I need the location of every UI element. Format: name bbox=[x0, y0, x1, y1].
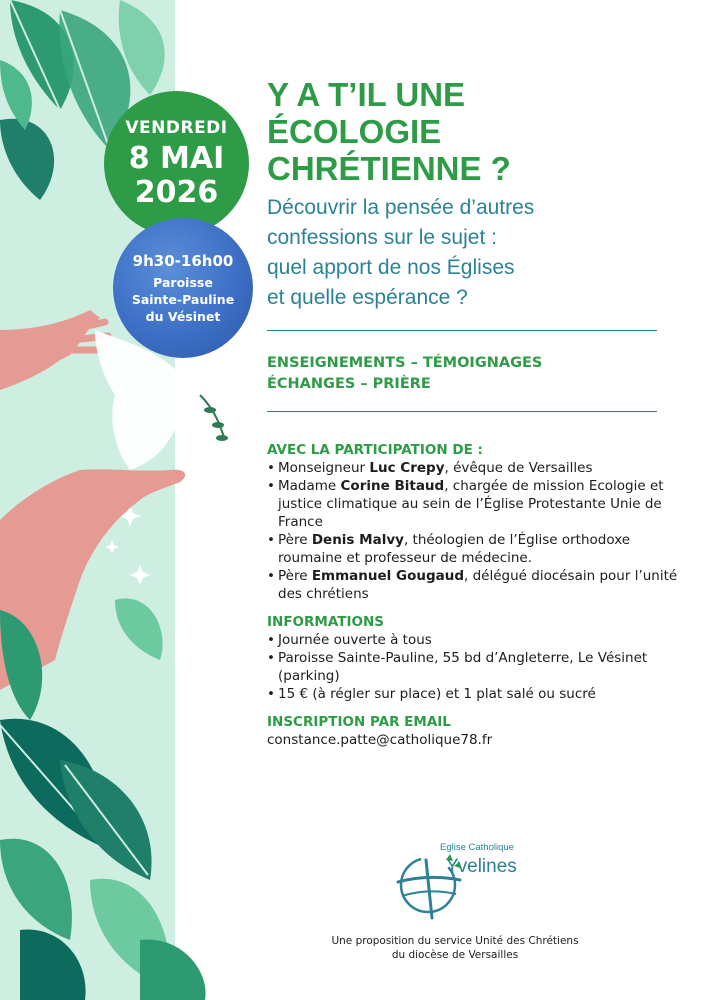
participant-role: , délégué diocésain pour l’unité des chrétiens bbox=[278, 568, 678, 602]
event-day: VENDREDI bbox=[125, 117, 228, 138]
inscription-heading: INSCRIPTION PAR EMAIL bbox=[267, 714, 451, 730]
event-place-line: du Vésinet bbox=[145, 308, 221, 324]
event-time: 9h30-16h00 bbox=[132, 251, 234, 270]
participant-name: Emmanuel Gougaud bbox=[311, 568, 465, 584]
subtitle-line: et quelle espérance ? bbox=[267, 286, 468, 309]
event-place-badge bbox=[113, 218, 253, 358]
page-subtitle bbox=[267, 193, 677, 313]
participant-title: Monseigneur bbox=[278, 460, 370, 476]
title-line: ÉCOLOGIE bbox=[267, 113, 442, 150]
participant-title: Madame bbox=[278, 478, 341, 494]
event-date: 8 MAI bbox=[128, 140, 225, 176]
sparkle-icon bbox=[130, 565, 150, 585]
participant-title: Père bbox=[278, 568, 312, 584]
participant-item bbox=[267, 459, 687, 477]
tags-line: ENSEIGNEMENTS – TÉMOIGNAGES bbox=[267, 355, 543, 371]
logo-line2: Yvelines bbox=[446, 856, 517, 877]
info-item: • 15 € (à régler sur place) et 1 plat salé ou sucré bbox=[267, 685, 687, 703]
participants-list bbox=[267, 459, 687, 603]
participant-role: , théologien de l’Église orthodoxe roumaine et professeur de médecine. bbox=[278, 532, 631, 566]
page-title bbox=[267, 76, 667, 187]
logo-line1: Eglise Catholique bbox=[440, 842, 514, 853]
participant-name: Luc Crepy bbox=[369, 460, 445, 476]
divider bbox=[267, 411, 657, 412]
participant-item bbox=[267, 567, 687, 603]
participants-heading: AVEC LA PARTICIPATION DE : bbox=[267, 442, 483, 458]
event-date-badge bbox=[104, 91, 249, 236]
info-item: • Paroisse Sainte-Pauline, 55 bd d’Angleterre, Le Vésinet (parking) bbox=[267, 649, 687, 685]
leaf-top-icon bbox=[0, 119, 54, 200]
subtitle-line: confessions sur le sujet : bbox=[267, 226, 497, 249]
footer-line: du diocèse de Versailles bbox=[391, 949, 519, 961]
participant-name: Corine Bitaud bbox=[340, 478, 445, 494]
inscription-section bbox=[267, 713, 687, 749]
leaf-bottom-icon bbox=[0, 839, 72, 940]
subtitle-line: Découvrir la pensée d’autres bbox=[267, 196, 535, 219]
participant-name: Denis Malvy bbox=[311, 532, 404, 548]
informations-list bbox=[267, 631, 687, 703]
info-item: • Journée ouverte à tous bbox=[267, 631, 687, 649]
logo-text bbox=[440, 842, 517, 878]
footer-note bbox=[255, 934, 655, 962]
divider bbox=[267, 330, 657, 331]
participant-item bbox=[267, 531, 687, 567]
title-line: CHRÉTIENNE ? bbox=[267, 150, 511, 187]
sparkle-icon bbox=[105, 540, 119, 554]
subtitle-line: quel apport de nos Églises bbox=[267, 256, 515, 279]
event-place-line: Sainte-Pauline bbox=[131, 291, 235, 307]
participant-title: Père bbox=[278, 532, 312, 548]
tags-line: ÉCHANGES – PRIÈRE bbox=[267, 376, 431, 392]
title-line: Y A T’IL UNE bbox=[267, 76, 466, 113]
program-tags bbox=[267, 353, 542, 395]
participant-role: , chargée de mission Ecologie et justice climatique au sein de l’Église Protestante Unie de France bbox=[278, 478, 664, 530]
leaf-mid-icon bbox=[115, 598, 163, 660]
participants-section bbox=[267, 441, 687, 603]
event-place-line: Paroisse bbox=[153, 274, 213, 290]
participant-role: , évêque de Versailles bbox=[444, 460, 593, 476]
leaf-bottom-icon bbox=[140, 940, 206, 1000]
contact-email[interactable]: constance.patte@catholique78.fr bbox=[267, 732, 493, 748]
leaf-bottom-icon bbox=[20, 930, 86, 1000]
informations-heading: INFORMATIONS bbox=[267, 614, 384, 630]
participant-item bbox=[267, 477, 687, 531]
footer-line: Une proposition du service Unité des Chrétiens bbox=[331, 935, 579, 947]
event-year: 2026 bbox=[134, 174, 219, 210]
informations-section bbox=[267, 613, 687, 703]
